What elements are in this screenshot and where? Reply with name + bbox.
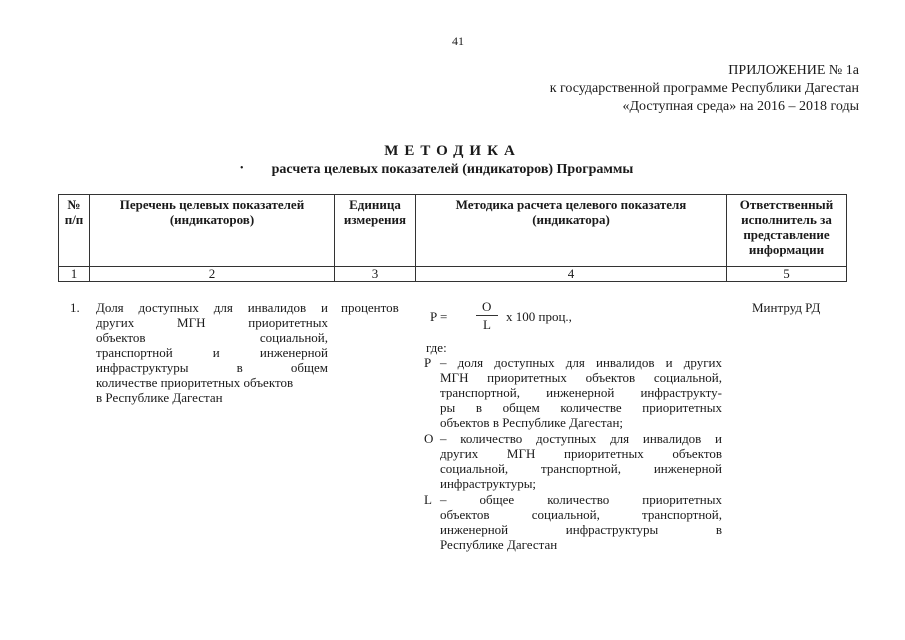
definition-line: – количество доступных для инвалидов и — [440, 431, 722, 446]
formula-numerator: O — [482, 299, 492, 314]
indicator-name — [96, 300, 328, 405]
row-number: 1. — [70, 300, 80, 315]
column-number-row — [59, 267, 847, 282]
header-methodology: Методика расчета целевого показателя (индикатора) — [416, 195, 727, 267]
header-executor: Ответственный исполнитель за представление информации — [727, 195, 847, 267]
header-indicators: Перечень целевых показателей (индикаторов) — [90, 195, 335, 267]
page-number: 41 — [452, 34, 464, 48]
definition-line: других МГН приоритетных объектов — [440, 446, 722, 461]
document-subtitle: расчета целевых показателей (индикаторов) Программы — [271, 162, 634, 177]
indicator-name-line: других МГН приоритетных — [96, 315, 328, 330]
calculation-formula — [430, 299, 630, 337]
formula-denominator: L — [483, 317, 491, 332]
formula-lhs: P = — [430, 309, 448, 324]
definition-line: – доля доступных для инвалидов и других — [440, 355, 722, 370]
where-label: где: — [426, 340, 447, 355]
definition-line: объектов в Республике Дагестан; — [440, 415, 624, 430]
definition-line: социальной, транспортной, инженерной — [440, 461, 722, 476]
indicator-name-line: Доля доступных для инвалидов и — [96, 300, 328, 315]
header-row — [59, 195, 847, 267]
definition-o — [424, 431, 722, 491]
definition-line: – общее количество приоритетных — [440, 492, 722, 507]
column-number: 3 — [335, 267, 416, 282]
indicator-name-line: в Республике Дагестан — [96, 390, 223, 405]
appendix-line-1: ПРИЛОЖЕНИЕ № 1а — [728, 63, 859, 78]
indicator-name-line: количестве приоритетных объектов — [96, 375, 294, 390]
definition-symbol: O — [424, 431, 434, 446]
definition-line: объектов социальной, транспортной, — [440, 507, 722, 522]
definition-symbol: P — [424, 355, 432, 370]
definition-p — [424, 355, 722, 430]
indicator-table-header — [58, 194, 847, 282]
definition-line: МГН приоритетных объектов социальной, — [440, 370, 722, 385]
column-number: 4 — [416, 267, 727, 282]
header-number: № п/п — [59, 195, 90, 267]
definition-l — [424, 492, 722, 552]
indicator-name-line: инфраструктуры в общем — [96, 360, 328, 375]
header-unit: Единица измерения — [335, 195, 416, 267]
fraction-bar — [476, 315, 498, 316]
appendix-header — [550, 62, 859, 116]
definition-line: инфраструктуры; — [440, 476, 537, 491]
definition-line: Республике Дагестан — [440, 537, 558, 552]
appendix-line-3: «Доступная среда» на 2016 – 2018 годы — [622, 99, 859, 114]
column-number: 1 — [59, 267, 90, 282]
column-number: 2 — [90, 267, 335, 282]
formula-definitions — [424, 355, 722, 553]
definition-line: транспортной, инженерной инфраструкту- — [440, 385, 722, 400]
definition-line: ры в общем количестве приоритетных — [440, 400, 722, 415]
unit-of-measure: процентов — [341, 300, 399, 315]
indicator-name-line: объектов социальной, — [96, 330, 328, 345]
definition-symbol: L — [424, 492, 432, 507]
indicator-name-line: транспортной и инженерной — [96, 345, 328, 360]
responsible-executor: Минтруд РД — [752, 300, 821, 315]
column-number: 5 — [727, 267, 847, 282]
bullet-mark: • — [240, 163, 244, 174]
formula-multiplier: x 100 проц., — [506, 309, 572, 324]
appendix-line-2: к государственной программе Республики Дагестан — [549, 81, 859, 96]
document-title: МЕТОДИКА — [384, 143, 521, 159]
definition-line: инженерной инфраструктуры в — [440, 522, 722, 537]
